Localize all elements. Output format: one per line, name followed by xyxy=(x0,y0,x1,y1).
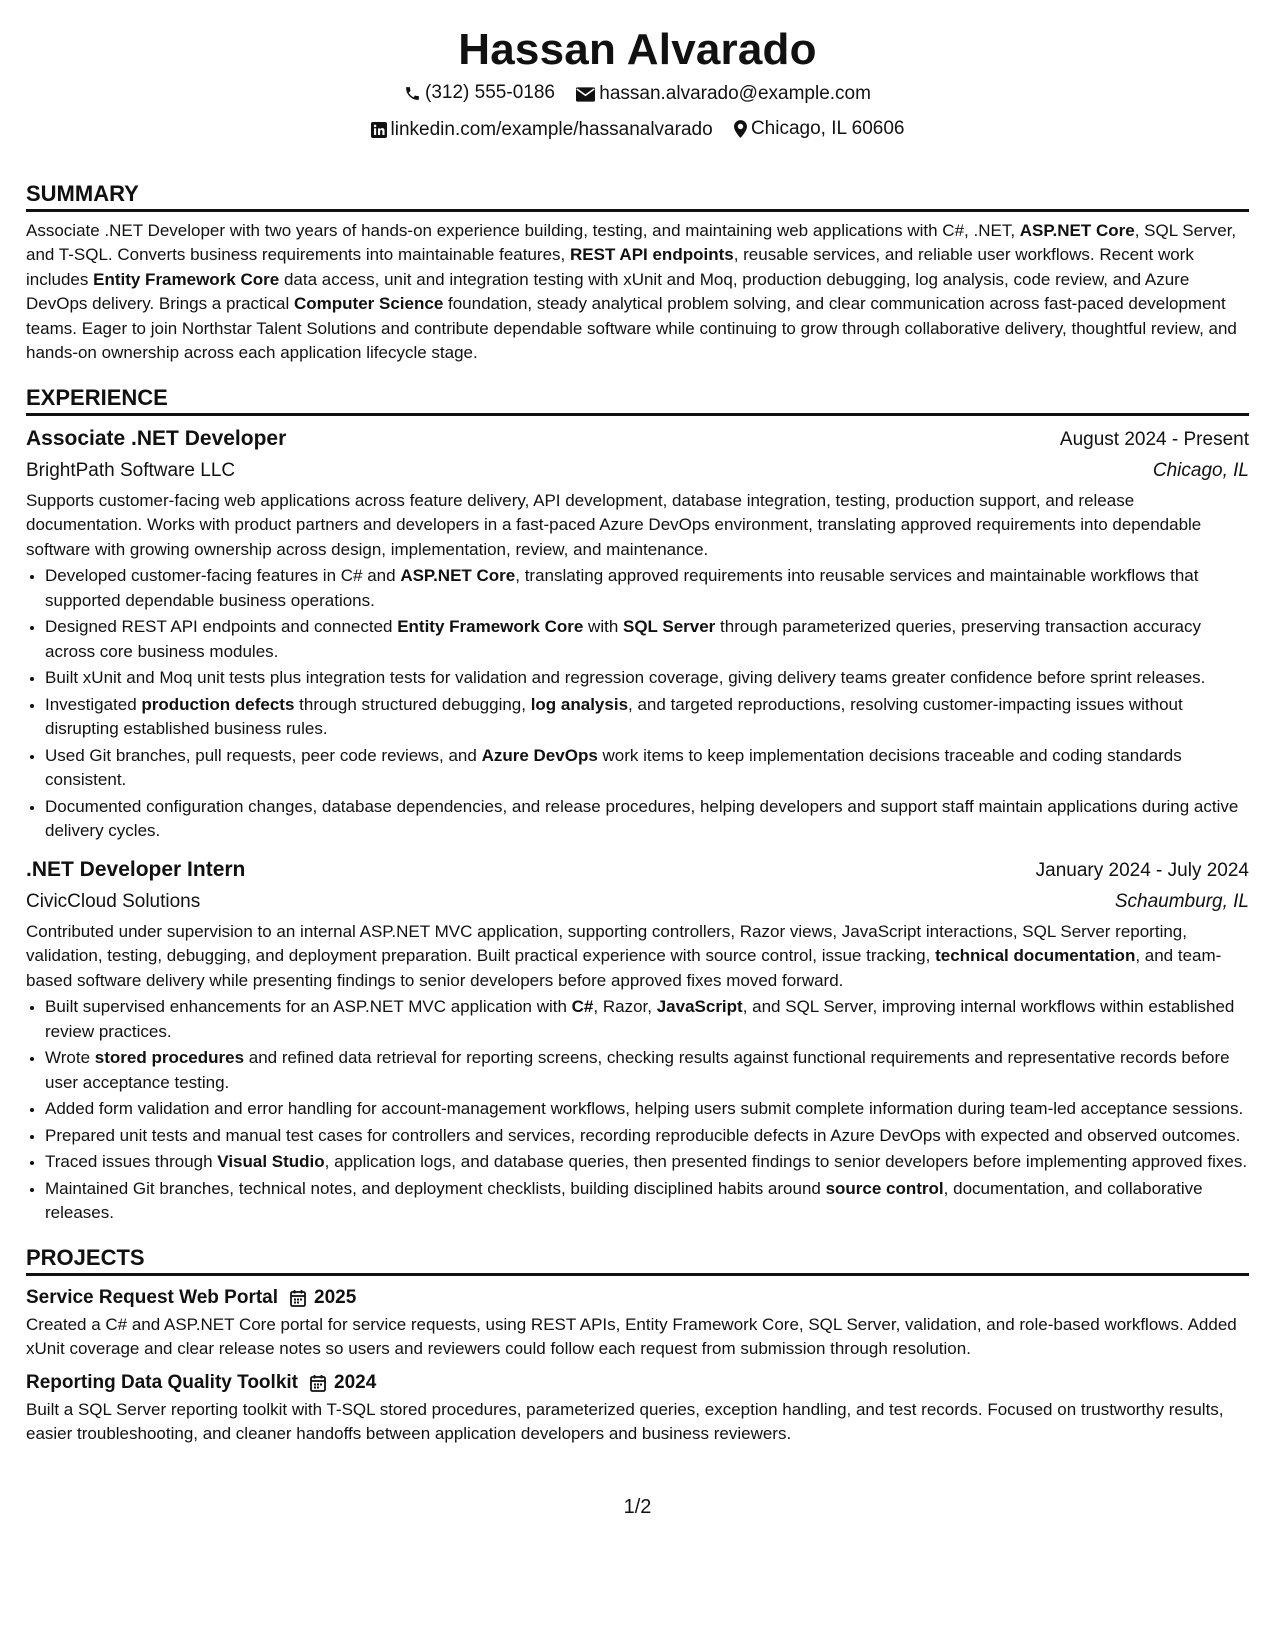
text-run: work items to keep implementation decisions traceable and coding standards consistent. xyxy=(45,745,1182,789)
text-run: Added form validation and error handling for account-management workflows, helping users submit complete information during team-led acceptance sessions. xyxy=(45,1099,1244,1118)
text-run: Prepared unit tests and manual test cases for controllers and services, recording reproducible defects in Azure DevOps with expected and observed outcomes. xyxy=(45,1125,1241,1145)
bold-keyword: Visual Studio xyxy=(217,1152,325,1171)
bullet-item xyxy=(45,615,1249,664)
resume-page xyxy=(26,0,1249,1447)
location-text: Chicago, IL 60606 xyxy=(750,117,905,139)
text-run: foundation, steady analytical problem solving, and clear communication across fast-paced development teams. Eager to join Northstar Talent Solutions and contribute dependable software while continuing to grow through collaborative delivery, thoughtful review, and hands-on ownership across each application lifecycle stage. xyxy=(26,294,1237,362)
bullet-item xyxy=(45,564,1249,613)
linkedin-contact[interactable] xyxy=(371,115,713,145)
text-run: Designed REST API endpoints and connected xyxy=(45,617,398,636)
text-run: Used Git branches, pull requests, peer code reviews, and xyxy=(45,745,482,765)
text-run: Maintained Git branches, technical notes, and deployment checklists, building disciplined habits around xyxy=(45,1178,826,1198)
bullet-item xyxy=(45,995,1249,1044)
contact-line-1 xyxy=(26,78,1249,112)
text-run: , reusable services, and reliable user workflows. Recent work includes xyxy=(26,245,1194,289)
text-run: Documented configuration changes, database dependencies, and release procedures, helping developers and support staff maintain applications during active delivery cycles. xyxy=(45,796,1239,840)
job-entry xyxy=(26,423,1249,844)
text-run: data access, unit and integration testing with xUnit and Moq, production debugging, log analysis, code review, and Azure DevOps delivery. Brings a practical xyxy=(26,269,1190,313)
bold-keyword: ASP.NET Core xyxy=(1019,220,1135,240)
project-name: Service Request Web Portal xyxy=(26,1286,279,1308)
text-run: Wrote xyxy=(45,1048,95,1067)
bold-keyword: Entity Framework Core xyxy=(397,617,584,636)
resume-header xyxy=(26,0,1249,148)
job-title: .NET Developer Intern xyxy=(26,857,246,881)
text-run: Built xUnit and Moq unit tests plus integration tests for validation and regression coverage, giving delivery teams greater confidence before sprint releases. xyxy=(45,668,1206,687)
text-run: with xyxy=(583,617,623,636)
project-description: Created a C# and ASP.NET Core portal for service requests, using REST APIs, Entity Framework Core, SQL Server, validation, and role-based workflows. Added xUnit coverage and clear release notes so users and reviewers could follow each request from submission through resolution. xyxy=(26,1314,1237,1358)
bold-keyword: Entity Framework Core xyxy=(93,269,280,289)
company-name: CivicCloud Solutions xyxy=(26,890,201,912)
email-contact[interactable] xyxy=(576,79,871,109)
bullet-item xyxy=(45,1150,1249,1175)
bold-keyword: source control xyxy=(825,1178,944,1198)
bold-keyword: Computer Science xyxy=(294,294,444,313)
project-year: 2024 xyxy=(334,1371,377,1393)
text-run: Traced issues through xyxy=(45,1152,218,1171)
project-name: Reporting Data Quality Toolkit xyxy=(26,1371,298,1393)
text-run: through structured debugging, xyxy=(294,694,531,714)
location-contact xyxy=(734,114,905,144)
text-run: , documentation, and collaborative releases. xyxy=(45,1178,1203,1222)
bold-keyword: stored procedures xyxy=(94,1048,245,1067)
job-summary xyxy=(26,489,1249,563)
bold-keyword: ASP.NET Core xyxy=(400,566,516,585)
text-run: Supports customer-facing web applications across feature delivery, API development, database integration, testing, production support, and release documentation. Works with product partners and developers in a fast-paced Azure DevOps environment, translating approved requirements into dependable software with growing ownership across design, implementation, review, and maintenance. xyxy=(26,490,1202,559)
bullet-item xyxy=(45,1046,1249,1095)
bullet-item xyxy=(45,1124,1249,1149)
text-run: Investigated xyxy=(45,694,142,714)
job-dates: January 2024 - July 2024 xyxy=(1035,859,1249,881)
envelope-icon xyxy=(576,87,595,102)
bold-keyword: log analysis xyxy=(530,694,629,714)
job-location: Chicago, IL xyxy=(1152,459,1249,481)
bullet-item xyxy=(45,666,1249,691)
text-run: Developed customer-facing features in C# and xyxy=(45,566,401,585)
linkedin-url[interactable]: linkedin.com/example/hassanalvarado xyxy=(390,118,713,140)
email-address[interactable]: hassan.alvarado@example.com xyxy=(599,83,871,104)
project-description: Built a SQL Server reporting toolkit with T-SQL stored procedures, parameterized queries, exception handling, and test records. Focused on trustworthy results, easier troubleshooting, and cleaner handoffs between application developers and business reviewers. xyxy=(26,1399,1224,1443)
bullet-item xyxy=(45,693,1249,742)
summary-heading: SUMMARY xyxy=(26,180,1249,212)
calendar-icon xyxy=(290,1289,306,1307)
experience-heading: EXPERIENCE xyxy=(26,384,1249,416)
text-run: through parameterized queries, preserving transaction accuracy across core business modules. xyxy=(45,617,1201,661)
bold-keyword: production defects xyxy=(141,694,295,714)
bold-keyword: JavaScript xyxy=(656,997,743,1016)
candidate-name: Hassan Alvarado xyxy=(458,25,817,74)
job-title: Associate .NET Developer xyxy=(26,426,287,450)
map-pin-icon xyxy=(734,120,747,138)
bold-keyword: C# xyxy=(571,997,594,1016)
job-entry xyxy=(26,854,1249,1226)
bold-keyword: REST API endpoints xyxy=(569,245,734,264)
project-entry xyxy=(26,1368,1249,1447)
text-run: Contributed under supervision to an internal ASP.NET MVC application, supporting controllers, Razor views, JavaScript interactions, SQL Server reporting, validation, testing, debugging, and deployment preparation. Built practical experience with source control, issue tracking, xyxy=(26,921,1187,965)
phone-icon xyxy=(404,85,421,102)
company-name: BrightPath Software LLC xyxy=(26,459,236,481)
phone-contact xyxy=(404,78,555,108)
job-dates: August 2024 - Present xyxy=(1059,428,1249,450)
text-run: Built supervised enhancements for an ASP.NET MVC application with xyxy=(45,997,572,1016)
text-run: Associate .NET Developer with two years of hands-on experience building, testing, and maintaining web applications with C#, .NET, xyxy=(26,220,1020,240)
job-summary xyxy=(26,920,1249,994)
text-run: , translating approved requirements into reusable services and maintainable workflows that supported dependable business operations. xyxy=(45,566,1199,610)
bold-keyword: SQL Server xyxy=(623,617,716,636)
summary-text xyxy=(26,219,1249,366)
project-entry xyxy=(26,1283,1249,1362)
text-run: , and targeted reproductions, resolving customer-impacting issues without disrupting established business rules. xyxy=(45,694,1183,738)
job-location: Schaumburg, IL xyxy=(1114,890,1249,912)
contact-line-2 xyxy=(26,114,1249,148)
linkedin-icon xyxy=(371,122,387,138)
text-run: and refined data retrieval for reporting screens, checking results against functional requirements and representative records before user acceptance testing. xyxy=(45,1048,1230,1092)
bullet-item xyxy=(45,1097,1249,1122)
bullet-item xyxy=(45,795,1249,844)
text-run: , and team-based software delivery while presenting findings to senior developers before approved fixes moved forward. xyxy=(26,946,1222,990)
project-year: 2025 xyxy=(314,1286,357,1308)
text-run: , application logs, and database queries, then presented findings to senior developers before implementing approved fixes. xyxy=(324,1152,1248,1171)
text-run: , and SQL Server, improving internal workflows within established review practices. xyxy=(45,997,1235,1041)
projects-heading: PROJECTS xyxy=(26,1244,1249,1276)
text-run: , SQL Server, and T-SQL. Converts business requirements into maintainable features, xyxy=(26,220,1237,264)
job-bullets xyxy=(26,995,1249,1226)
job-bullets xyxy=(26,564,1249,844)
bullet-item xyxy=(45,744,1249,793)
page-number: 1/2 xyxy=(623,1496,652,1518)
bullet-item xyxy=(45,1177,1249,1226)
bold-keyword: Azure DevOps xyxy=(481,745,598,765)
calendar-icon xyxy=(310,1374,326,1392)
phone-number: (312) 555-0186 xyxy=(425,82,555,103)
text-run: , Razor, xyxy=(593,997,657,1016)
bold-keyword: technical documentation xyxy=(935,946,1136,965)
